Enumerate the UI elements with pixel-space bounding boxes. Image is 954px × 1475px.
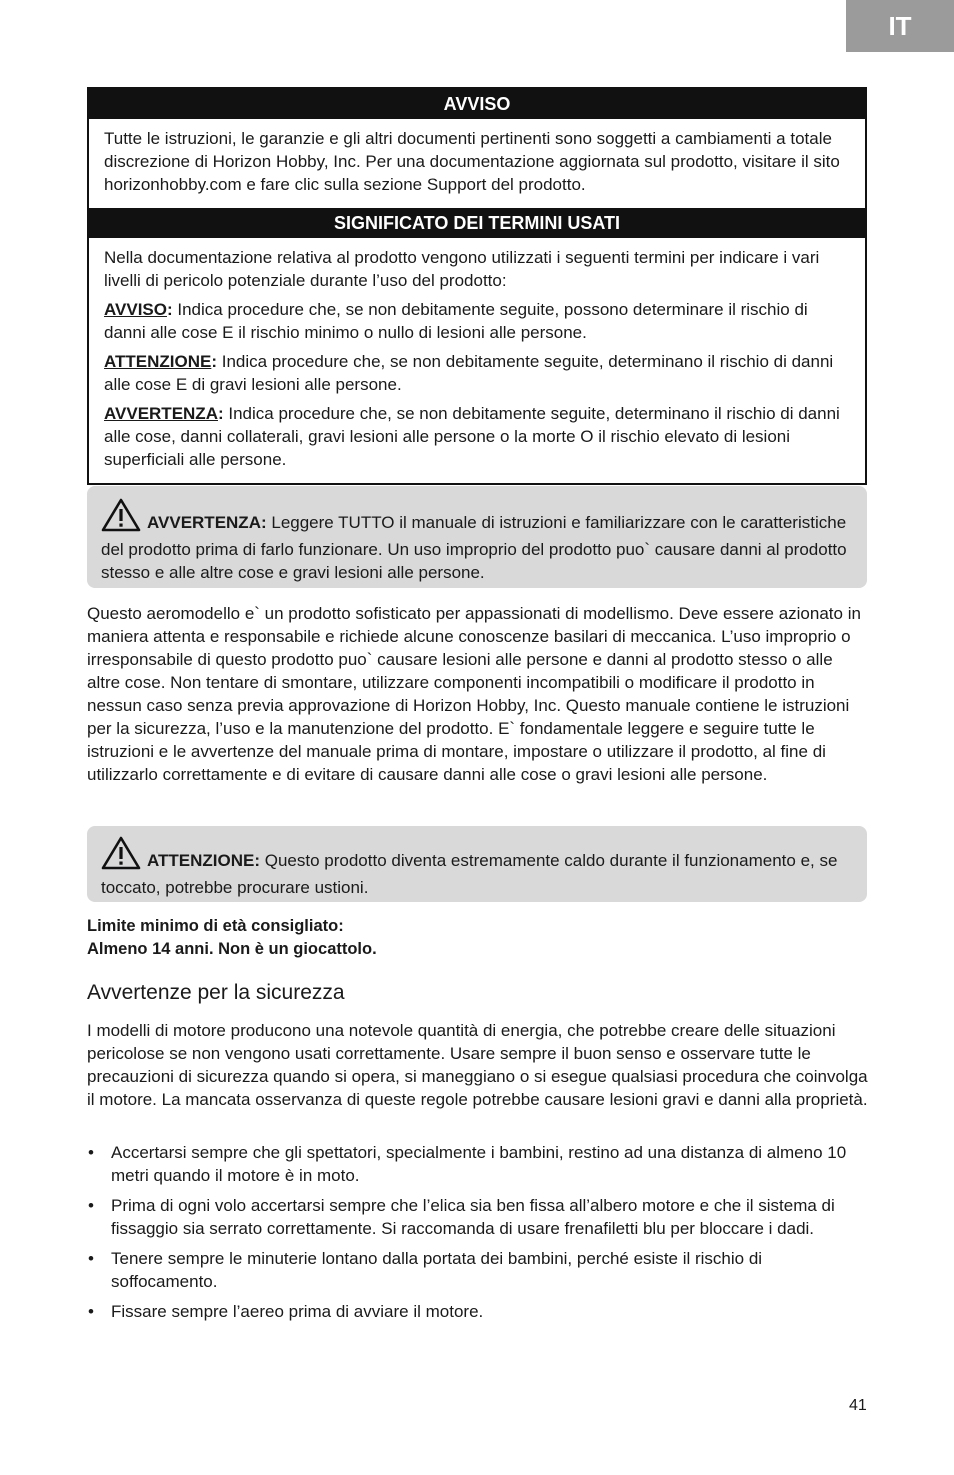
bullet-icon: • <box>88 1302 94 1321</box>
term-definition: ATTENZIONE: Indica procedure che, se non debitamente seguite, determinano il rischio di danni alle cose E di gravi lesioni alle persone. <box>104 352 834 394</box>
safety-list <box>87 1141 857 1330</box>
term-label: AVVERTENZA <box>104 404 218 423</box>
notice-title: AVVISO <box>89 89 865 119</box>
page-number: 41 <box>849 1397 867 1414</box>
list-item <box>87 1141 857 1187</box>
list-item <box>87 1247 857 1293</box>
age-line-2: Almeno 14 anni. Non è un giocattolo. <box>87 940 377 958</box>
term-text: Indica procedure che, se non debitamente seguite, determinano il rischio di danni alle cose E di gravi lesioni alle persone. <box>104 352 834 394</box>
list-item-text: Fissare sempre l’aereo prima di avviare il motore. <box>111 1302 484 1321</box>
warning-text: Leggere TUTTO il manuale di istruzioni e familiarizzare con le caratteristiche del prodotto prima di farlo funzionare. Un uso improprio del prodotto puo` causare danni al prodotto stesso e alle altre cose e gravi lesioni alle persone. <box>101 513 847 582</box>
terms-intro: Nella documentazione relativa al prodotto vengono utilizzati i seguenti termini per indicare i vari livelli di pericolo potenziale durante l’uso del prodotto: <box>104 248 820 290</box>
caution-callout <box>87 826 867 902</box>
caution-text: Questo prodotto diventa estremamente caldo durante il funzionamento e, se toccato, potrebbe procurare ustioni. <box>101 851 838 897</box>
bullet-icon: • <box>88 1249 94 1268</box>
list-item-text: Prima di ogni volo accertarsi sempre che l’elica sia ben fissa all’albero motore e che il sistema di fissaggio sia serrato correttamente. Si raccomanda di usare frenafiletti blu per bloccare i dadi. <box>111 1196 835 1238</box>
warning-triangle-icon <box>101 498 141 538</box>
list-item <box>87 1194 857 1240</box>
section-heading: Avvertenze per la sicurezza <box>87 981 345 1004</box>
notice-box <box>87 87 867 485</box>
notice-body <box>89 119 865 208</box>
safety-paragraph: I modelli di motore producono una notevole quantità di energia, che potrebbe creare delle situazioni pericolose se non vengono usati correttamente. Usare sempre il buon senso e osservare tutte le precauzioni di sicurezza quando si opera, si maneggiano o si esegue qualsiasi procedura che coinvolga il motore. La mancata osservanza di queste regole potrebbe causare lesioni gravi e danni alla proprietà. <box>87 1021 868 1109</box>
term-definition: AVVERTENZA: Indica procedure che, se non debitamente seguite, determinano il rischio di danni alle cose, danni collaterali, gravi lesioni alle persone o la morte O il rischio elevato di lesioni superficiali alle persone. <box>104 404 840 469</box>
term-label: AVVISO <box>104 300 167 319</box>
warning-triangle-icon <box>101 836 141 876</box>
language-tab: IT <box>846 0 954 52</box>
terms-body <box>89 238 865 483</box>
age-notice <box>87 915 377 961</box>
intro-paragraph: Questo aeromodello e` un prodotto sofisticato per appassionati di modellismo. Deve essere azionato in maniera attenta e responsabile e richiede alcune conoscenze basilari di meccanica. L’uso improprio o irresponsabile di questo prodotto puo` causare lesioni alle persone e danni al prodotto stesso o alle altre cose. Non tentare di smontare, utilizzare componenti incompatibili o modificare il prodotto in nessun caso senza previa approvazione di Horizon Hobby, Inc. Questo manuale contiene le istruzioni per la sicurezza, l’uso e la manutenzione del prodotto. E` fondamentale leggere e seguire tutte le istruzioni e le avvertenze del manuale prima di montare, impostare o utilizzare il prodotto, al fine di utilizzarlo correttamente e di evitare di causare danni alle cose o gravi lesioni alle persone. <box>87 604 861 784</box>
warning-callout <box>87 486 867 588</box>
age-line-1: Limite minimo di età consigliato: <box>87 917 344 935</box>
terms-title: SIGNIFICATO DEI TERMINI USATI <box>89 208 865 238</box>
bullet-icon: • <box>88 1196 94 1215</box>
term-text: Indica procedure che, se non debitamente seguite, determinano il rischio di danni alle cose, danni collaterali, gravi lesioni alle persone o la morte O il rischio elevato di lesioni superficiali alle persone. <box>104 404 840 469</box>
list-item-text: Tenere sempre le minuterie lontano dalla portata dei bambini, perché esiste il rischio di soffocamento. <box>111 1249 763 1291</box>
list-item-text: Accertarsi sempre che gli spettatori, specialmente i bambini, restino ad una distanza di almeno 10 metri quando il motore è in moto. <box>111 1143 847 1185</box>
term-label: ATTENZIONE <box>104 352 212 371</box>
list-item <box>87 1300 857 1323</box>
bullet-icon: • <box>88 1143 94 1162</box>
term-definition: AVVISO: Indica procedure che, se non debitamente seguite, possono determinare il rischio di danni alle cose E il rischio minimo o nullo di lesioni alle persone. <box>104 300 808 342</box>
caution-lead: ATTENZIONE: <box>147 851 261 870</box>
term-text: Indica procedure che, se non debitamente seguite, possono determinare il rischio di danni alle cose E il rischio minimo o nullo di lesioni alle persone. <box>104 300 808 342</box>
notice-text: Tutte le istruzioni, le garanzie e gli altri documenti pertinenti sono soggetti a cambiamenti a totale discrezione di Horizon Hobby, Inc. Per una documentazione aggiornata sul prodotto, visitare il sito horizonhobby.com e fare clic sulla sezione Support del prodotto. <box>104 129 840 194</box>
warning-lead: AVVERTENZA: <box>147 513 267 532</box>
